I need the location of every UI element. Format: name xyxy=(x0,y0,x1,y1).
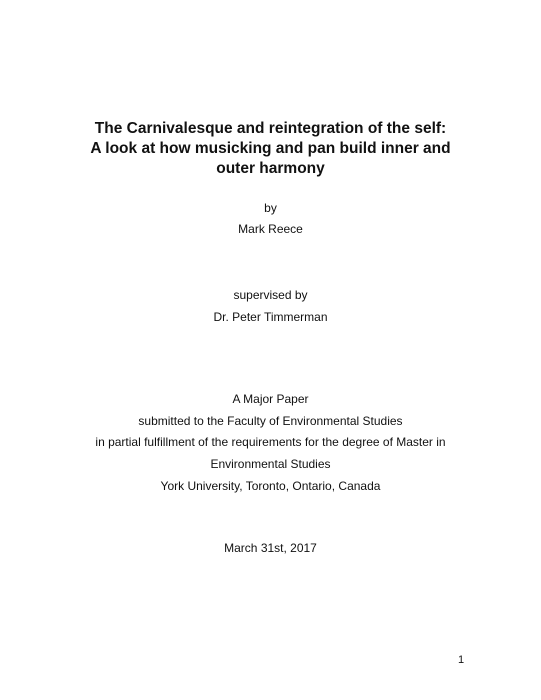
submission-line-2: in partial fulfillment of the requirements for the degree of Master in xyxy=(95,435,446,449)
title-line-1: The Carnivalesque and reintegration of the self: xyxy=(94,120,447,137)
supervised-by-label: supervised by xyxy=(233,288,308,302)
submission-line-3: Environmental Studies xyxy=(210,457,331,471)
supervisor-name: Dr. Peter Timmerman xyxy=(213,310,328,324)
paper-type: A Major Paper xyxy=(232,392,309,406)
by-label: by xyxy=(264,201,277,215)
paper-title xyxy=(0,119,541,179)
title-line-3: outer harmony xyxy=(216,160,325,177)
author-name: Mark Reece xyxy=(238,222,303,236)
submission-date: March 31st, 2017 xyxy=(224,541,317,555)
submission-line-1: submitted to the Faculty of Environmental Studies xyxy=(138,414,403,428)
title-line-2: A look at how musicking and pan build inner and xyxy=(90,140,451,157)
page-number: 1 xyxy=(458,654,465,666)
institution-line: York University, Toronto, Ontario, Canada xyxy=(160,479,381,493)
